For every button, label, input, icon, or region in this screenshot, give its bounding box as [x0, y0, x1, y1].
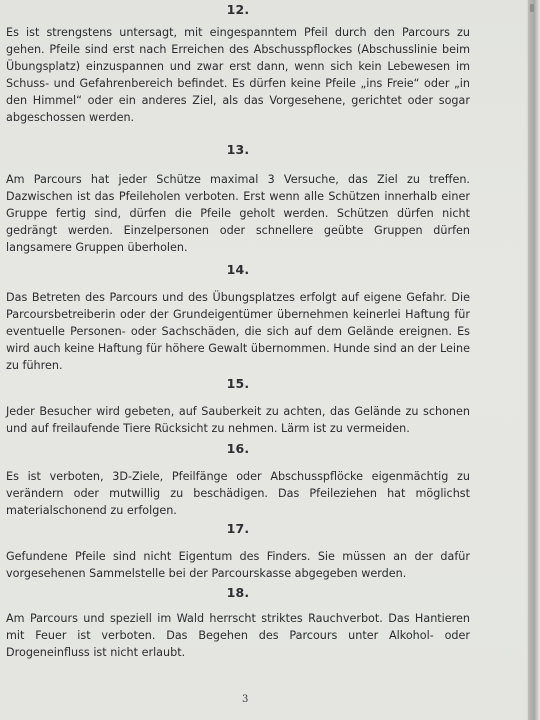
rule-text: Am Parcours hat jeder Schütze maximal 3 Versuche, das Ziel zu treffen. Dazwischen ist das Pfeileholen verboten. Erst wenn alle Schützen innerhalb einer Gruppe fertig sind, dürfen die Pfeile geholt werden. Schützen dürfen nicht gedrängt werden. Einzelpersonen oder schnellere geübte Gruppen dürfen langsamere Gruppen überholen. [6, 173, 470, 254]
rule-15 [6, 376, 470, 437]
rule-number: 12. [226, 2, 250, 17]
rule-14 [6, 262, 470, 374]
rule-text: Das Betreten des Parcours und des Übungsplatzes erfolgt auf eigene Gefahr. Die Parcoursbetreiberin oder der Grundeigentümer übernehmen keinerlei Haftung für eventuelle Personen- oder Sachschäden, die sich auf dem Gelände ereignen. Es wird auch keine Haftung für höhere Gewalt übernommen. Hunde sind an der Leine zu führen. [6, 291, 470, 372]
rule-number: 15. [226, 376, 250, 391]
rule-16 [6, 441, 470, 519]
rule-text: Gefundene Pfeile sind nicht Eigentum des Finders. Sie müssen an der dafür vorgesehenen Sammelstelle bei der Parcourskasse abgegeben werden. [6, 550, 470, 580]
rule-number: 14. [226, 262, 250, 277]
rule-text: Jeder Besucher wird gebeten, auf Sauberkeit zu achten, das Gelände zu schonen und auf freilaufende Tiere Rücksicht zu nehmen. Lärm ist zu vermeiden. [6, 405, 470, 435]
rule-text: Es ist verboten, 3D-Ziele, Pfeilfänge oder Abschusspflöcke eigenmächtig zu verändern oder mutwillig zu beschädigen. Das Pfeileziehen hat möglichst materialschonend zu erfolgen. [6, 470, 470, 517]
frame-edge [526, 0, 540, 720]
rule-text: Am Parcours und speziell im Wald herrscht striktes Rauchverbot. Das Hantieren mit Feuer ist verboten. Das Begehen des Parcours unter Alkohol- oder Drogeneinfluss ist nicht erlaubt. [6, 612, 470, 659]
rule-number: 16. [226, 441, 250, 456]
rule-12 [6, 2, 470, 126]
frame-clip [530, 4, 534, 12]
rule-18 [6, 585, 470, 661]
rule-13 [6, 142, 470, 256]
rule-number: 13. [226, 142, 250, 157]
rule-text: Es ist strengstens untersagt, mit eingespanntem Pfeil durch den Parcours zu gehen. Pfeile sind erst nach Erreichen des Abschusspflockes (Abschusslinie beim Übungsplatz) einzuspannen und zwar erst dann, wenn sich kein Lebewesen im Schuss- und Gefahrenbereich befindet. Es dürfen keine Pfeile „ins Freie“ oder „in den Himmel“ oder ein anderes Ziel, als das Vorgesehene, gerichtet oder sogar abgeschossen werden. [6, 26, 470, 124]
rule-number: 18. [226, 585, 250, 600]
rule-17 [6, 521, 470, 582]
page-number: 3 [242, 694, 249, 705]
rule-number: 17. [226, 521, 250, 536]
